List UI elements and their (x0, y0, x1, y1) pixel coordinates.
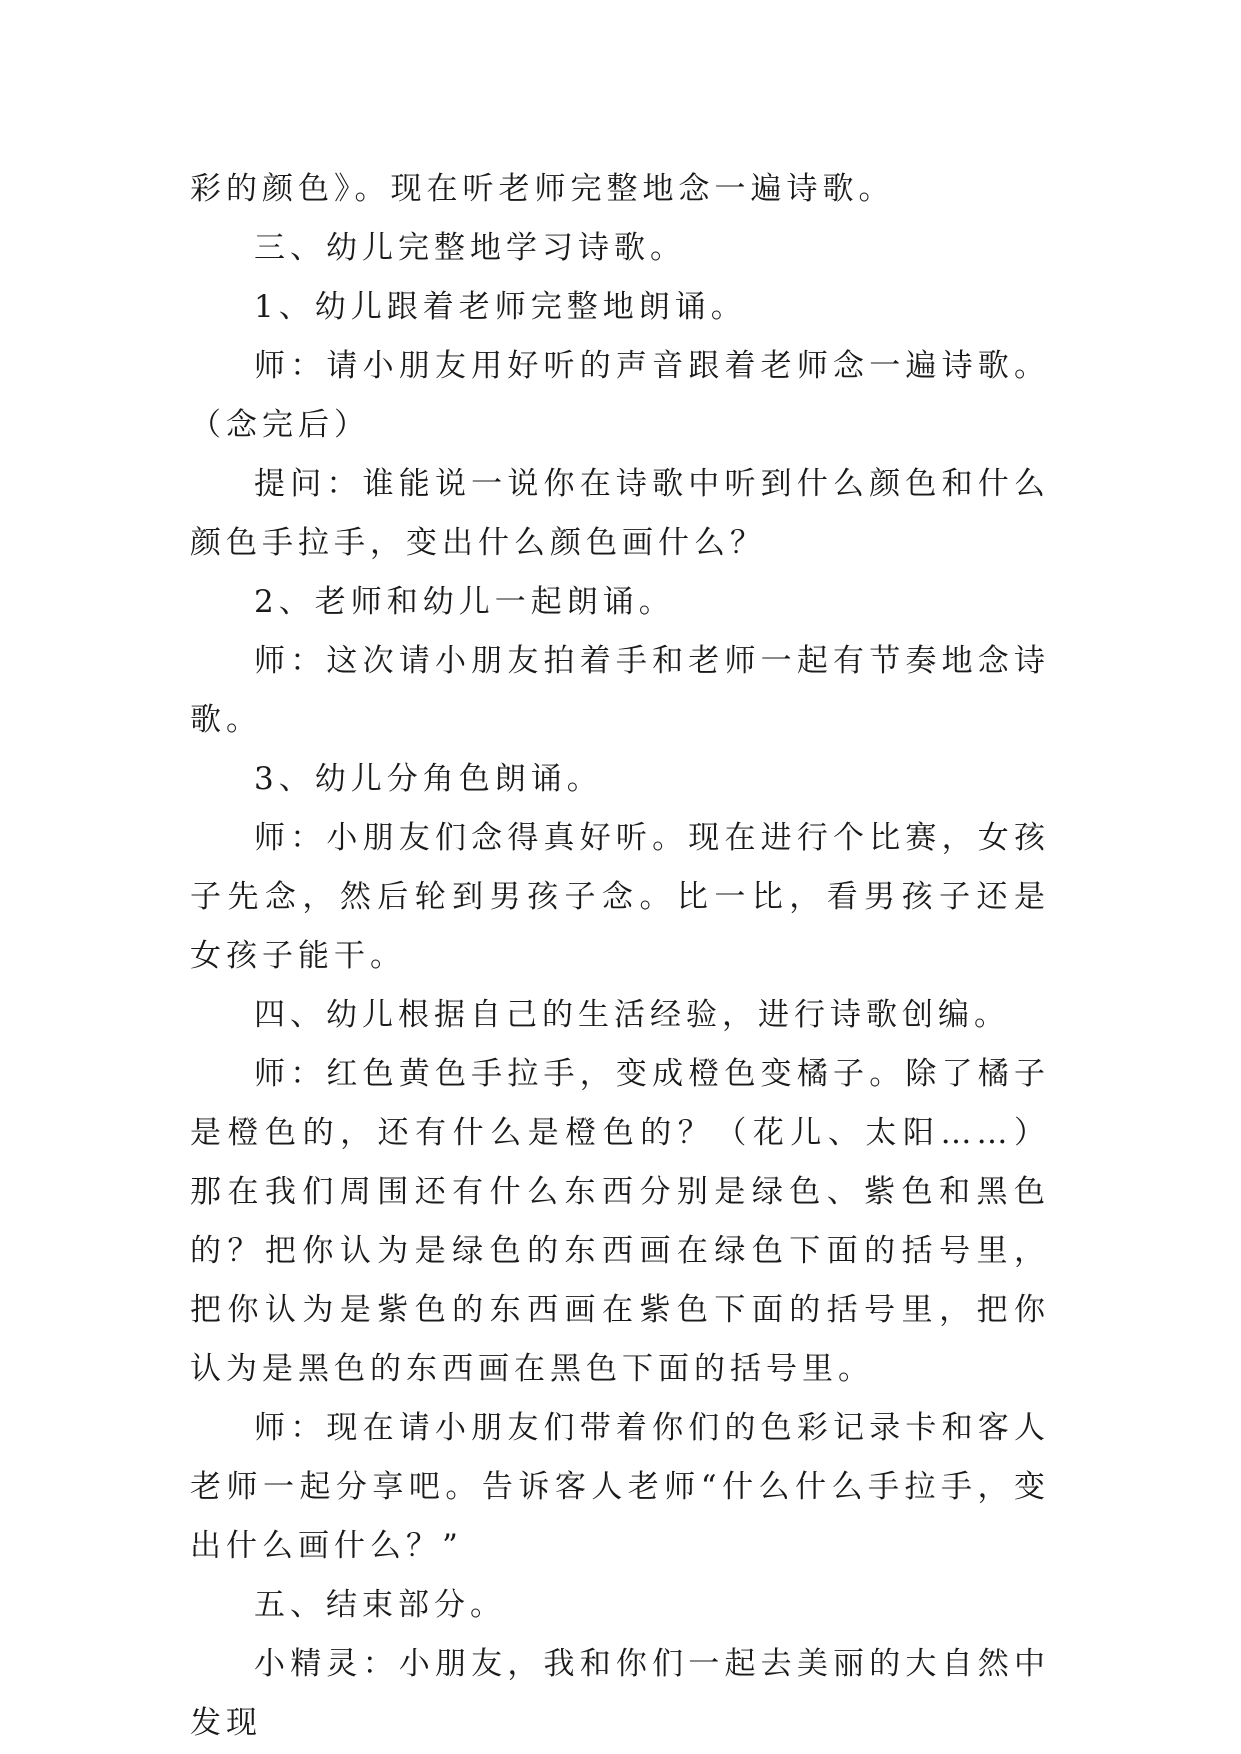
paragraph: 提问：谁能说一说你在诗歌中听到什么颜色和什么颜色手拉手，变出什么颜色画什么？ (190, 466, 1050, 561)
paragraph: 师：红色黄色手拉手，变成橙色变橘子。除了橘子是橙色的，还有什么是橙色的？（花儿、太阳……）那在我们周围还有什么东西分别是绿色、紫色和黑色的？把你认为是绿色的东西画在绿色下面的括号里，把你认为是紫色的东西画在紫色下面的括号里，把你认为是黑色的东西画在黑色下面的括号里。 (190, 1056, 1050, 1387)
document-body (190, 160, 1050, 1753)
section-heading: 三、幼儿完整地学习诗歌。 (254, 230, 686, 266)
paragraph: 师：请小朋友用好听的声音跟着老师念一遍诗歌。（念完后） (190, 348, 1050, 443)
paragraph: 小精灵：小朋友，我和你们一起去美丽的大自然中发现 (190, 1646, 1050, 1741)
paragraph: 师：这次请小朋友拍着手和老师一起有节奏地念诗歌。 (190, 643, 1050, 738)
section-heading: 四、幼儿根据自己的生活经验，进行诗歌创编。 (254, 997, 1010, 1033)
paragraph: 师：现在请小朋友们带着你们的色彩记录卡和客人老师一起分享吧。告诉客人老师“什么什么手拉手，变出什么画什么？” (190, 1410, 1050, 1564)
section-heading: 五、结束部分。 (254, 1587, 506, 1623)
step-heading: 3、幼儿分角色朗诵。 (254, 761, 603, 797)
paragraph: 彩的颜色》。现在听老师完整地念一遍诗歌。 (190, 171, 895, 207)
paragraph: 师：小朋友们念得真好听。现在进行个比赛，女孩子先念，然后轮到男孩子念。比一比，看男孩子还是女孩子能干。 (190, 820, 1050, 974)
step-heading: 1、幼儿跟着老师完整地朗诵。 (254, 289, 747, 325)
step-heading: 2、老师和幼儿一起朗诵。 (254, 584, 675, 620)
